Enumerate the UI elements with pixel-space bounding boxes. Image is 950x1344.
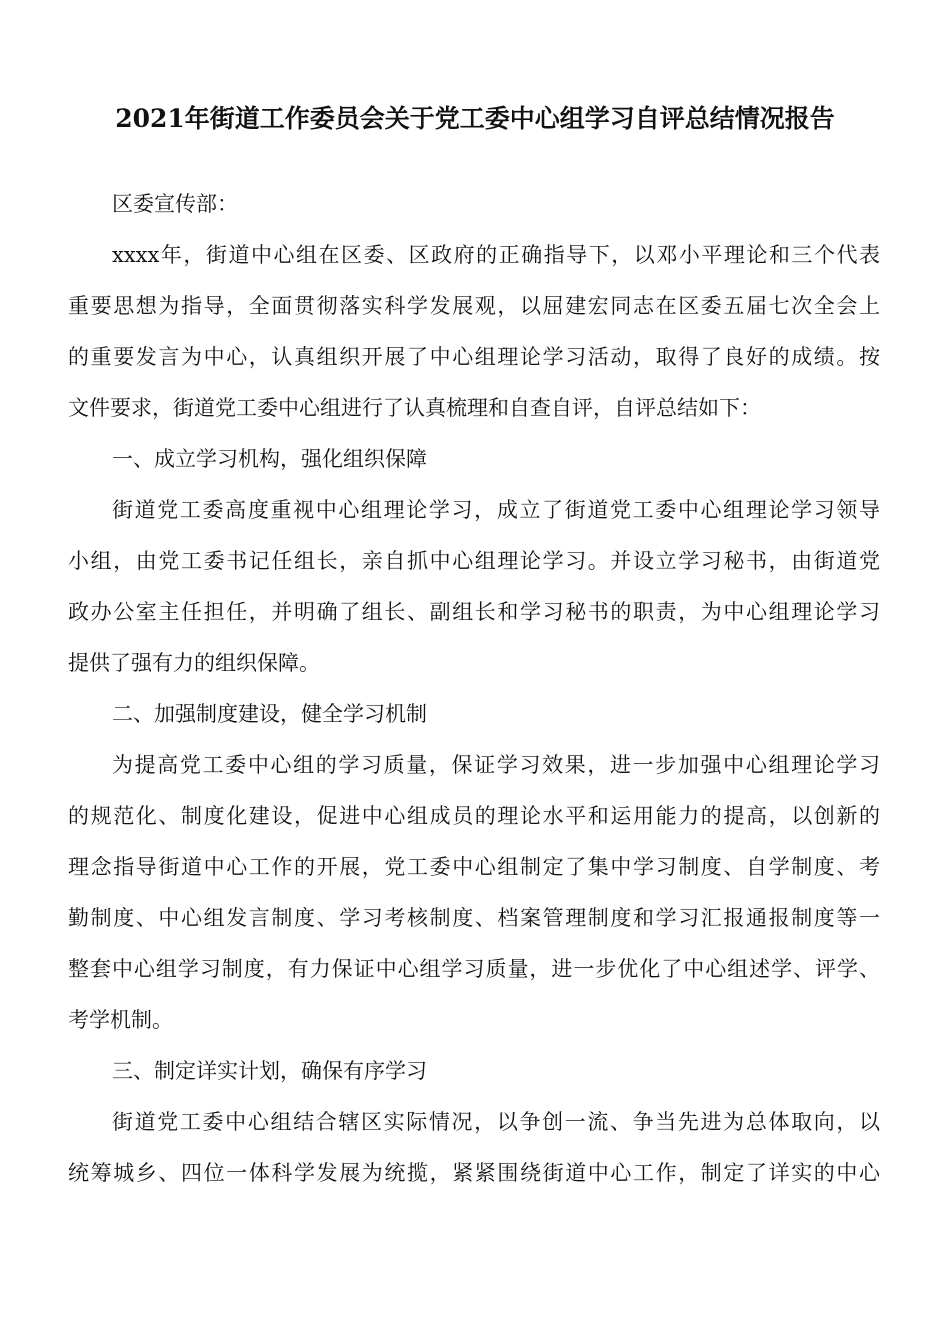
text-line: 街道党工委高度重视中心组理论学习，成立了街道党工委中心组理论学习领导 [112,498,880,522]
text-line: 为提高党工委中心组的学习质量，保证学习效果，进一步加强中心组理论学习 [112,753,880,777]
text-line: 街道党工委中心组结合辖区实际情况，以争创一流、争当先进为总体取向，以 [112,1110,880,1134]
text-line: xxxx年，街道中心组在区委、区政府的正确指导下，以邓小平理论和三个代表 [112,243,880,267]
text-line: 政办公室主任担任，并明确了组长、副组长和学习秘书的职责，为中心组理论学习 [68,600,880,624]
text-line: 重要思想为指导，全面贯彻落实科学发展观，以屈建宏同志在区委五届七次全会上 [68,294,880,318]
text-line: 提供了强有力的组织保障。 [68,651,320,675]
text-line: 勤制度、中心组发言制度、学习考核制度、档案管理制度和学习汇报通报制度等一 [68,906,880,930]
text-line: 一、成立学习机构，强化组织保障 [112,447,427,471]
text-line: 整套中心组学习制度，有力保证中心组学习质量，进一步优化了中心组述学、评学、 [68,957,880,981]
text-line: 理念指导街道中心工作的开展，党工委中心组制定了集中学习制度、自学制度、考 [68,855,880,879]
text-line: 文件要求，街道党工委中心组进行了认真梳理和自查自评，自评总结如下： [68,396,761,420]
text-line: 考学机制。 [68,1008,173,1032]
text-line: 区委宣传部： [112,192,238,216]
text-line: 的规范化、制度化建设，促进中心组成员的理论水平和运用能力的提高，以创新的 [68,804,880,828]
text-line: 的重要发言为中心，认真组织开展了中心组理论学习活动，取得了良好的成绩。按 [68,345,880,369]
text-line: 二、加强制度建设，健全学习机制 [112,702,427,726]
document-body [68,185,880,1205]
text-line: 统筹城乡、四位一体科学发展为统揽，紧紧围绕街道中心工作，制定了详实的中心 [68,1161,880,1185]
text-line: 小组，由党工委书记任组长，亲自抓中心组理论学习。并设立学习秘书，由街道党 [68,549,880,573]
document-title: 2021年街道工作委员会关于党工委中心组学习自评总结情况报告 [115,104,835,133]
text-line: 三、制定详实计划，确保有序学习 [112,1059,427,1083]
